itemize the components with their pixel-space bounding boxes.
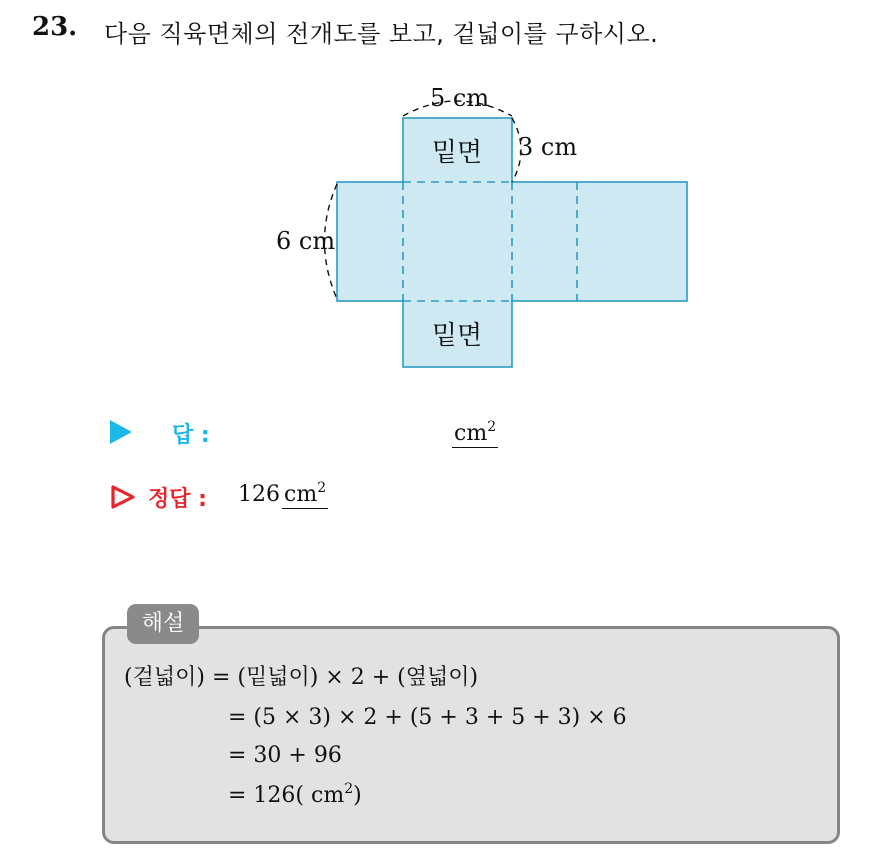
question-text: 다음 직육면체의 전개도를 보고, 겉넓이를 구하시오. <box>104 20 659 48</box>
answer-unit-exponent: 2 <box>487 419 497 435</box>
depth-label: 3 cm <box>518 133 578 161</box>
correct-answer-value: 126 <box>238 482 280 507</box>
width-label: 5 cm <box>430 84 490 112</box>
explanation-line-1 <box>124 664 478 692</box>
correct-answer-value-group <box>238 482 328 508</box>
top-base-label: 밑면 <box>431 138 483 168</box>
correct-answer-unit-group <box>282 482 328 509</box>
explanation-line-4-main: = 126( cm <box>228 783 345 808</box>
explanation-line-1-left: (겉넓이) <box>124 665 205 690</box>
answer-unit: cm <box>454 421 488 446</box>
height-label: 6 cm <box>276 227 336 255</box>
explanation-tag: 해설 <box>127 604 199 644</box>
explanation-line-4-close: ) <box>353 783 362 808</box>
explanation-line-1-right: = (밑넓이) × 2 + (옆넓이) <box>211 665 479 690</box>
explanation-line-2: = (5 × 3) × 2 + (5 + 3 + 5 + 3) × 6 <box>228 705 627 730</box>
outline-triangle-icon <box>110 484 136 510</box>
explanation-box <box>102 626 840 844</box>
cuboid-net-figure <box>0 0 884 400</box>
explanation-line-4 <box>228 782 362 810</box>
explanation-line-3: = 30 + 96 <box>228 743 342 768</box>
answer-blank[interactable] <box>452 419 498 448</box>
explanation-line-4-exponent: 2 <box>344 781 354 797</box>
play-triangle-icon <box>110 420 132 444</box>
correct-answer-unit-exponent: 2 <box>317 480 327 496</box>
answer-label: 답 : <box>172 423 210 448</box>
correct-answer-unit: cm <box>284 482 318 507</box>
question-number: 23. <box>32 12 78 42</box>
correct-answer-label: 정답 : <box>148 487 207 512</box>
bottom-base-label: 밑면 <box>431 321 483 351</box>
